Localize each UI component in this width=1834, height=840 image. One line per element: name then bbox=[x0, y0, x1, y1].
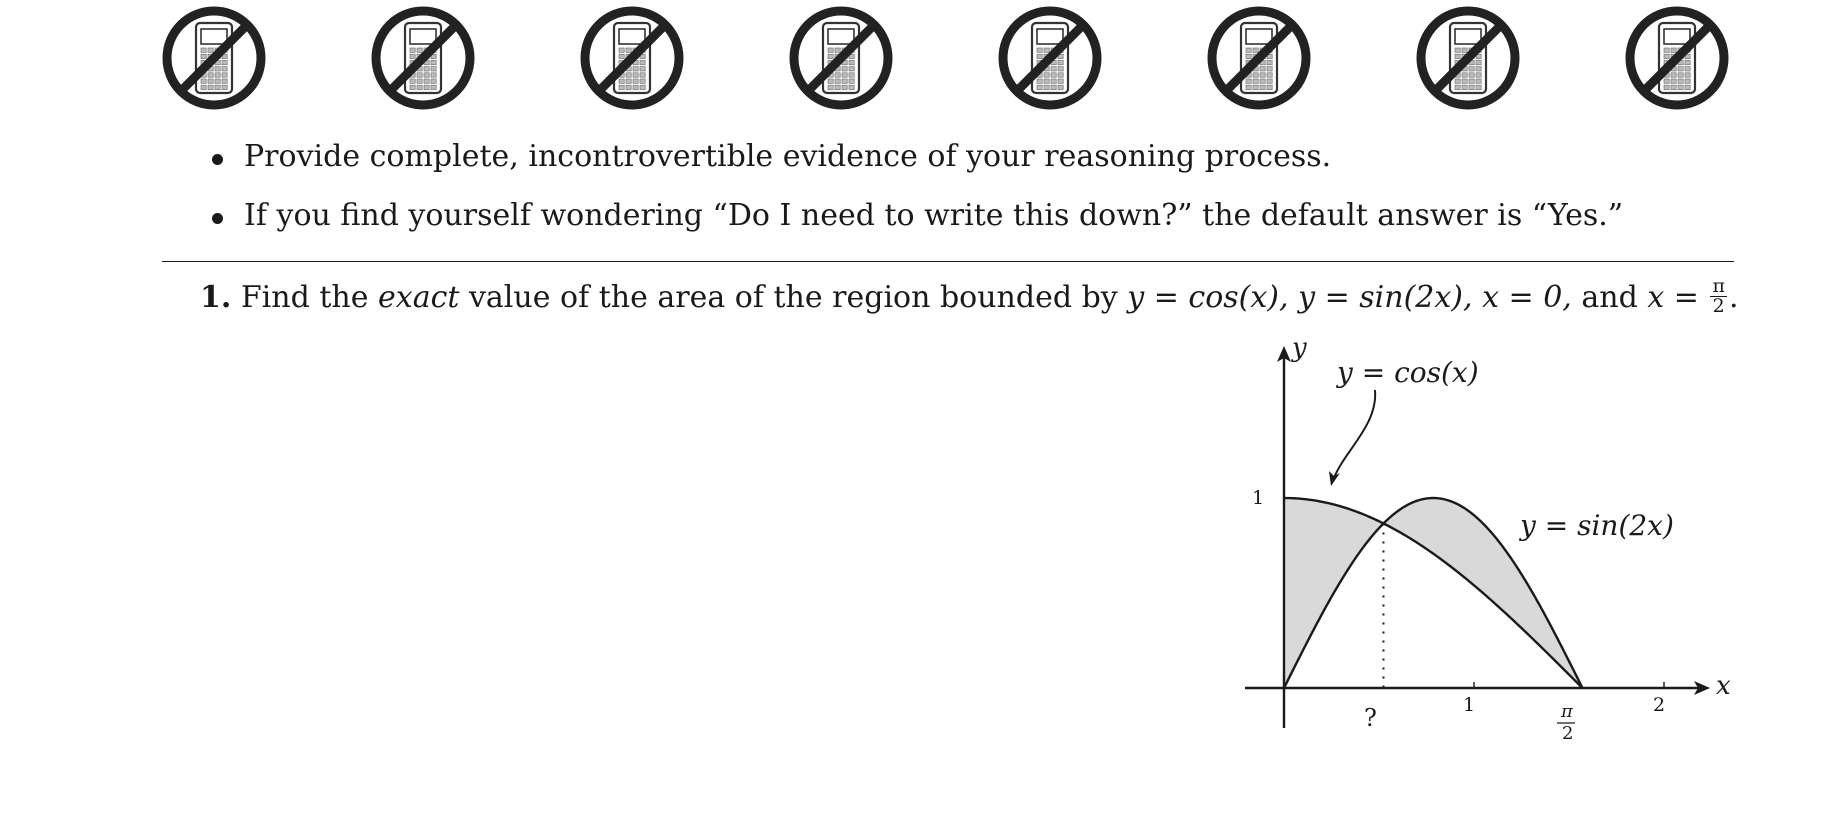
equation-sin: y = sin(2x), bbox=[1298, 280, 1483, 315]
equation-x0: x = 0, bbox=[1482, 280, 1582, 315]
problem-statement bbox=[200, 274, 1739, 319]
problem-text: value of the area of the region bounded by bbox=[459, 280, 1128, 315]
instruction-list bbox=[208, 138, 1623, 256]
problem-text: Find the bbox=[231, 280, 379, 315]
problem-emphasis: exact bbox=[378, 280, 460, 315]
problem-text: and bbox=[1581, 280, 1648, 315]
fraction-numerator: π bbox=[1712, 274, 1725, 297]
no-calculator-icon bbox=[1623, 4, 1731, 112]
no-calculator-icon bbox=[160, 4, 268, 112]
x-axis-label: x bbox=[1716, 671, 1731, 701]
x-tick-label: 2 bbox=[1653, 694, 1666, 716]
x-tick-pi-denominator: 2 bbox=[1562, 723, 1574, 744]
no-calculator-icon bbox=[787, 4, 895, 112]
cos-label-pointer-arrow bbox=[1334, 390, 1375, 478]
sin-curve-label: y = sin(2x) bbox=[1520, 509, 1674, 542]
equation-xpi2: x = bbox=[1647, 280, 1709, 315]
cos-label-arrowhead bbox=[1329, 471, 1340, 486]
fraction-pi-over-2 bbox=[1710, 274, 1727, 317]
no-calculator-icon-row bbox=[0, 0, 1834, 115]
no-calculator-icon bbox=[1414, 4, 1522, 112]
section-divider bbox=[162, 261, 1734, 262]
no-calculator-icon bbox=[996, 4, 1104, 112]
fraction-denominator: 2 bbox=[1712, 294, 1725, 317]
y-tick-label: 1 bbox=[1252, 487, 1265, 509]
area-graph bbox=[1220, 330, 1740, 750]
intersection-question-mark: ? bbox=[1364, 704, 1377, 732]
no-calculator-icon bbox=[578, 4, 686, 112]
x-tick-pi-numerator: π bbox=[1561, 701, 1573, 722]
instruction-item: Provide complete, incontrovertible evidence of your reasoning process. bbox=[208, 138, 1623, 176]
no-calculator-icon bbox=[1205, 4, 1313, 112]
instruction-item: If you find yourself wondering “Do I need to write this down?” the default answer is “Yes.” bbox=[208, 197, 1623, 235]
problem-number: 1. bbox=[200, 280, 232, 315]
problem-text: . bbox=[1728, 280, 1739, 315]
x-tick-label: 1 bbox=[1463, 694, 1476, 716]
equation-cos: y = cos(x), bbox=[1127, 280, 1299, 315]
cos-curve-label: y = cos(x) bbox=[1337, 356, 1479, 389]
y-axis-label: y bbox=[1292, 333, 1307, 363]
no-calculator-icon bbox=[369, 4, 477, 112]
